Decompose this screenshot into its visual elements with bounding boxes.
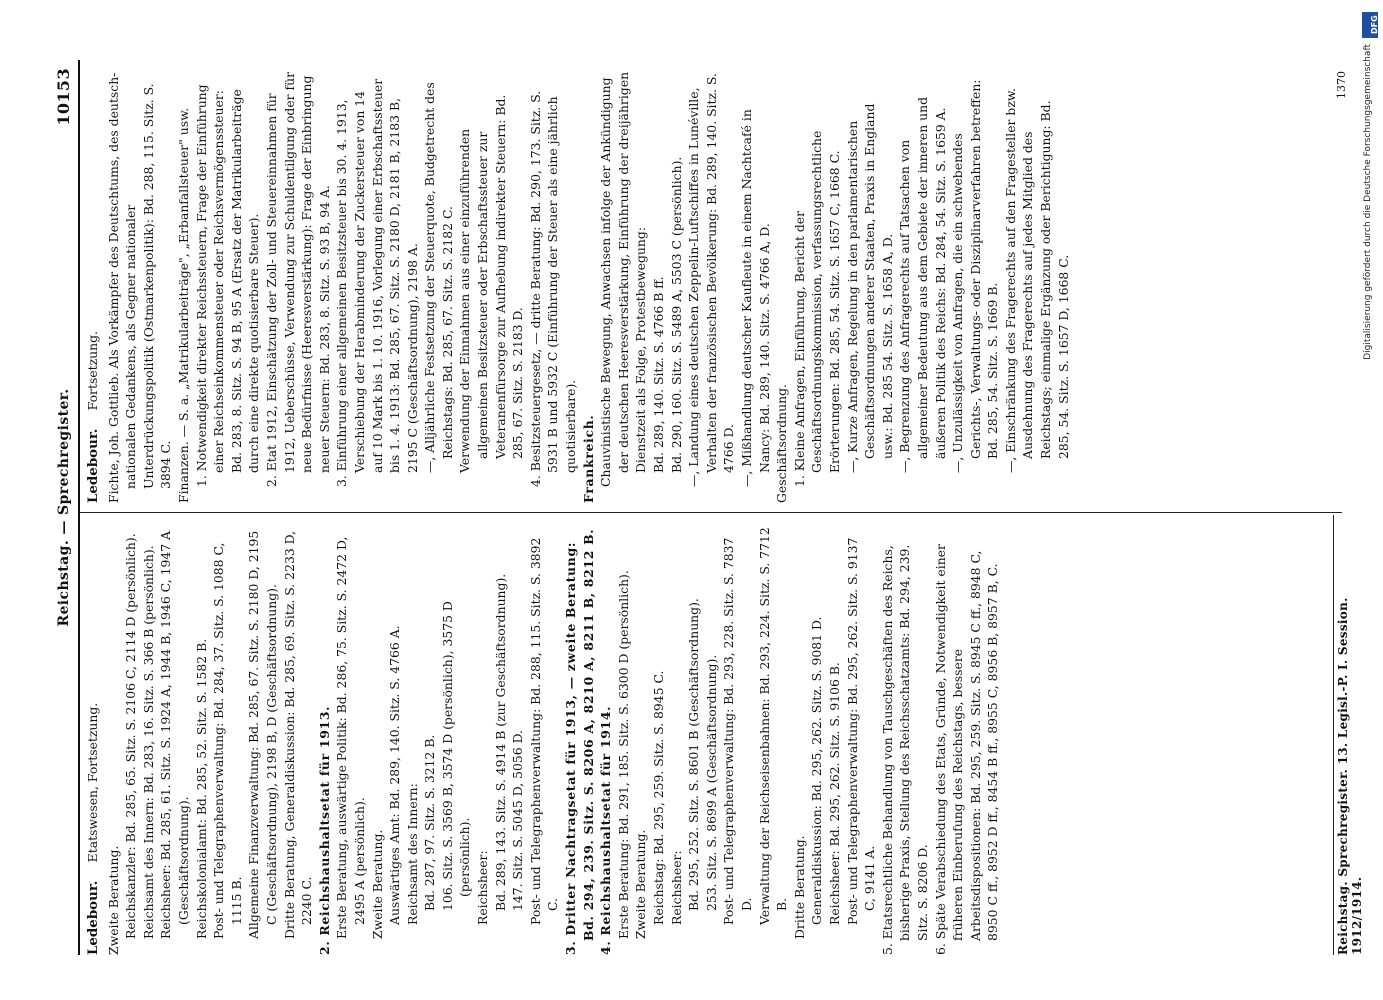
index-entry: Zweite Beratung. — [105, 845, 121, 955]
index-entry: Bd. 290, 160. Sitz. S. 5489 A, 5503 C (persönlich). — [668, 156, 684, 473]
index-entry: 6. Späte Verabschiedung des Etats, Gründe, Notwendigkeit einer früheren Einberufung des Reichstags, bessere Arbeitsdispositionen: Bd. 295, 259. Sitz. S. 8945 C ff., 8948 C, 8950 C ff., 8952 D ff., 8454 B ff., 8955 C, 8956 B, 8957 B, C. — [932, 544, 1001, 955]
index-entry: Reichsheer: Bd. 285, 61. Sitz. S. 1924 A, 1944 B, 1946 C, 1947 A (Geschäftsordnung). — [158, 531, 191, 939]
index-entry: Auswärtiges Amt: Bd. 289, 140. Sitz. S. 4766 A. — [387, 625, 403, 925]
speaker-name: Ledebour. — [85, 428, 101, 503]
index-entry: Post- und Telegraphenverwaltung: Bd. 288, 115. Sitz. S. 3892 C. — [527, 537, 561, 925]
left-column-head — [84, 523, 103, 955]
index-entry: Erste Beratung: Bd. 291, 185. Sitz. S. 6300 D (persönlich). — [615, 570, 631, 939]
index-entry: Finanzen. — S. a. „Matrikularbeiträge", „Erbanfallsteuer" usw. — [175, 107, 191, 503]
index-entry: Frankreich. — [580, 414, 596, 503]
left-column — [84, 523, 1329, 955]
index-entry: Dritte Beratung, Generaldiskussion: Bd. 285, 69. Sitz. S. 2233 D, 2240 C. — [281, 530, 315, 939]
index-entry: Zweite Beratung. — [633, 829, 649, 939]
index-entry: —, Mißhandlung deutscher Kaufleute in einem Nachtcafé in Nancy: Bd. 289, 140. Sitz. S. 4766 A, D. — [738, 109, 772, 487]
index-entry: —, Landung eines deutschen Zeppelin-Luftschiffes in Lunéville, Verhalten der französischen Bevölkerung: Bd. 289, 140. Sitz. S. 4766 D. — [686, 73, 737, 487]
index-entry: 106. Sitz. S. 3569 B, 3574 D (persönlich), 3575 D (persönlich). — [439, 601, 473, 911]
index-entry: 4. Reichshaushaltsetat für 1914. — [598, 705, 614, 955]
left-entries — [105, 523, 1002, 955]
index-entry: —, Unzulässigkeit von Anfragen, die ein schwebendes Gerichts-, Verwaltungs- oder Disziplinarverfahren betreffen: Bd. 285, 54. Sitz. S. 1669 B. — [950, 79, 1001, 473]
index-entry: Reichsheer: Bd. 295, 262. Sitz. S. 9106 B. — [826, 662, 842, 925]
index-entry: Reichsamt des Innern: — [404, 783, 420, 925]
digitization-credit: Digitalisierung gefördert durch die Deutsche Forschungsgemeinschaft — [1363, 44, 1373, 360]
index-entry: Post- und Telegraphenverwaltung: Bd. 295, 262. Sitz. S. 9137 C, 9141 A. — [844, 537, 878, 925]
index-entry: Reichsheer: — [475, 850, 491, 925]
right-column-head — [84, 71, 103, 503]
index-entry: Reichsamt des Innern: Bd. 283, 16. Sitz. S. 366 B (persönlich). — [140, 545, 156, 939]
index-entry: Reichsheer: — [668, 850, 684, 925]
running-header — [56, 60, 78, 955]
index-entry: Verwendung der Einnahmen aus einer einzuführenden allgemeinen Besitzsteuer oder Erbschaftssteuer zur Veteranenfürsorge zur Aufhebung indirekter Steuern: Bd. 285, 67. Sitz. S. 2183 D. — [457, 94, 526, 473]
index-entry: —, Alljährliche Festsetzung der Steuerquote, Budgetrecht des Reichstags: Bd. 285, 67. Sitz. S. 2182 C. — [422, 82, 455, 473]
sheet-number: 1370 — [1335, 71, 1348, 99]
speaker-name: Ledebour. — [85, 880, 101, 955]
rotated-page — [50, 60, 1364, 955]
index-entry: —, Einschränkung des Fragerechts auf den Fragesteller bzw. Ausdehnung des Fragerechts auf jedes Mitglied des Reichstags; einmalige Ergänzung oder Berichtigung: Bd. 285, 54. Sitz. S. 1657 D, 1668 C. — [1002, 88, 1071, 473]
page-number: 10153 — [54, 68, 73, 126]
dfg-logo: DFG — [1362, 12, 1378, 38]
index-entry: Post- und Telegraphenverwaltung: Bd. 293, 228. Sitz. S. 7837 D. — [721, 537, 754, 925]
page-footer: Reichstag. Sprechregister. 13. Legisl.-P. I. Session. 1912/1914. — [1333, 515, 1364, 955]
index-entry: —, Begrenzung des Anfragerechts auf Tatsachen von allgemeiner Bedeutung aus dem Gebiete der inneren und äußeren Politik des Reichs: Bd. 284, 54. Sitz. S. 1659 A. — [897, 96, 948, 473]
index-entry: Reichskanzler: Bd. 285, 65. Sitz. S. 2106 C, 2114 D (persönlich). — [123, 533, 139, 939]
index-entry: Verwaltung der Reichseisenbahnen: Bd. 293, 224. Sitz. S. 7712 B. — [756, 527, 790, 925]
index-entry: 2. Etat 1912, Einschätzung der Zoll- und Steuereinnahmen für 1912, Ueberschüsse, Verwendung zur Schuldentilgung oder für neue Bedürfnisse (Heeresverstärkung): Frage der Einbringung neuer Steuern: Bd. 283, 8. Sitz. S. 93 B, 94 A. — [263, 71, 332, 487]
index-entry: 1. Notwendigkeit direkter Reichssteuern, Frage der Einführung einer Reichseinkommensteuer oder Reichsvermögenssteuer: Bd. 283, 8. Sitz. S. 94 B, 95 A (Ersatz der Matrikularbeiträge durch eine direkte quotisierbare Steuer). — [193, 84, 262, 487]
index-entry: Allgemeine Finanzverwaltung: Bd. 285, 67. Sitz. S. 2180 D, 2195 C (Geschäftsordnung), 2198 B, D (Geschäftsordnung). — [246, 530, 279, 939]
index-entry: 4. Besitzsteuergesetz, — dritte Beratung: Bd. 290, 173. Sitz. S. 5931 B und 5932 C (Einführung der Steuer als eine jährlich quotisierbare). — [527, 90, 579, 487]
index-entry: 2. Reichshaushaltsetat für 1913. — [316, 705, 332, 955]
index-entry: 253. Sitz. S. 8699 A (Geschäftsordnung). — [703, 654, 719, 911]
index-entry: Chauvinistische Bewegung, Anwachsen infolge der Ankündigung der deutschen Heeresverstärkung, Einführung der dreijährigen Dienstzeit als Folge, Protestbewegung: — [598, 71, 649, 487]
page-title: Reichstag. — Sprechregister. — [56, 388, 72, 627]
header-rule — [78, 60, 80, 955]
right-column — [84, 71, 1329, 503]
index-entry: Geschäftsordnung. — [774, 384, 790, 503]
index-entry: 147. Sitz. S. 5045 D, 5056 D. — [510, 729, 526, 911]
index-entry: 5. Etatsrechtliche Behandlung von Tauschgeschäften des Reichs, bisherige Praxis, Stellung des Reichsschatzamts: Bd. 294, 239. Sitz. S. 8206 D. — [879, 544, 930, 955]
index-entry: Post- und Telegraphenverwaltung: Bd. 284, 37. Sitz. S. 1088 C, 1115 B. — [211, 542, 244, 939]
index-entry: —, Kurze Anfragen, Regelung in den parlamentarischen Geschäftsordnungen anderer Staaten, Praxis in England usw.: Bd. 285 54. Sitz. S. 1658 A, D. — [844, 103, 895, 473]
continuation-label: Fortsetzung. — [85, 331, 100, 411]
index-entry: Bd. 295, 252. Sitz. S. 8601 B (Geschäftsordnung). — [686, 598, 702, 911]
index-entry: Erste Beratung, auswärtige Politik: Bd. 286, 75. Sitz. S. 2472 D, 2495 A (persönlich). — [334, 536, 367, 939]
index-entry: 3. Dritter Nachtragsetat für 1913, — zweite Beratung: Bd. 294, 239. Sitz. S. 8206 A, 8210 A, 8211 B, 8212 B. — [563, 528, 596, 955]
index-entry: Generaldiskussion: Bd. 295, 262. Sitz. S. 9081 D. — [809, 616, 825, 925]
continuation-label: Etatswesen, Fortsetzung. — [85, 702, 100, 863]
digitization-margin — [1362, 12, 1380, 987]
index-entry: Bd. 287, 97. Sitz. S. 3212 B. — [422, 734, 438, 911]
index-entry: Zweite Beratung. — [369, 829, 385, 939]
index-entry: 1. Kleine Anfragen, Einführung, Bericht der Geschäftsordnungskommission, verfassungsrechtliche Erörterungen: Bd. 285, 54. Sitz. S. 1657 C, 1668 C. — [791, 130, 842, 487]
column-divider — [80, 512, 1342, 513]
index-entry: Reichskolonialamt: Bd. 285, 52. Sitz. S. 1582 B. — [193, 638, 209, 939]
index-entry: Reichstag: Bd. 295, 259. Sitz. S. 8945 C. — [651, 670, 666, 925]
index-entry: 3. Einführung einer allgemeinen Besitzsteuer bis 30. 4. 1913, Verschiebung der Herabminderung der Zuckersteuer von 14 auf 10 Mark bis 1. 10. 1916, Vorlegung einer Erbschaftssteuer bis 1. 4. 1913: Bd. 285, 67. Sitz. S. 2180 D, 2181 B, 2183 B, 2195 C (Geschäftsordnung), 2198 A. — [334, 78, 420, 487]
right-entries — [105, 71, 1073, 503]
index-entry: Dritte Beratung. — [791, 835, 807, 939]
index-entry: Bd. 289, 140. Sitz. S. 4766 B ff. — [651, 276, 666, 473]
index-entry: Fichte, Joh. Gottlieb. Als Vorkämpfer des Deutschtums, des deutsch-nationalen Gedankens, als Gegner nationaler Unterdrückungspolitik (Ostmarkenpolitik): Bd. 288, 115. Sitz. S. 3894 C. — [105, 72, 174, 503]
index-entry: Bd. 289, 143. Sitz. S. 4914 B (zur Geschäftsordnung). — [492, 573, 508, 911]
